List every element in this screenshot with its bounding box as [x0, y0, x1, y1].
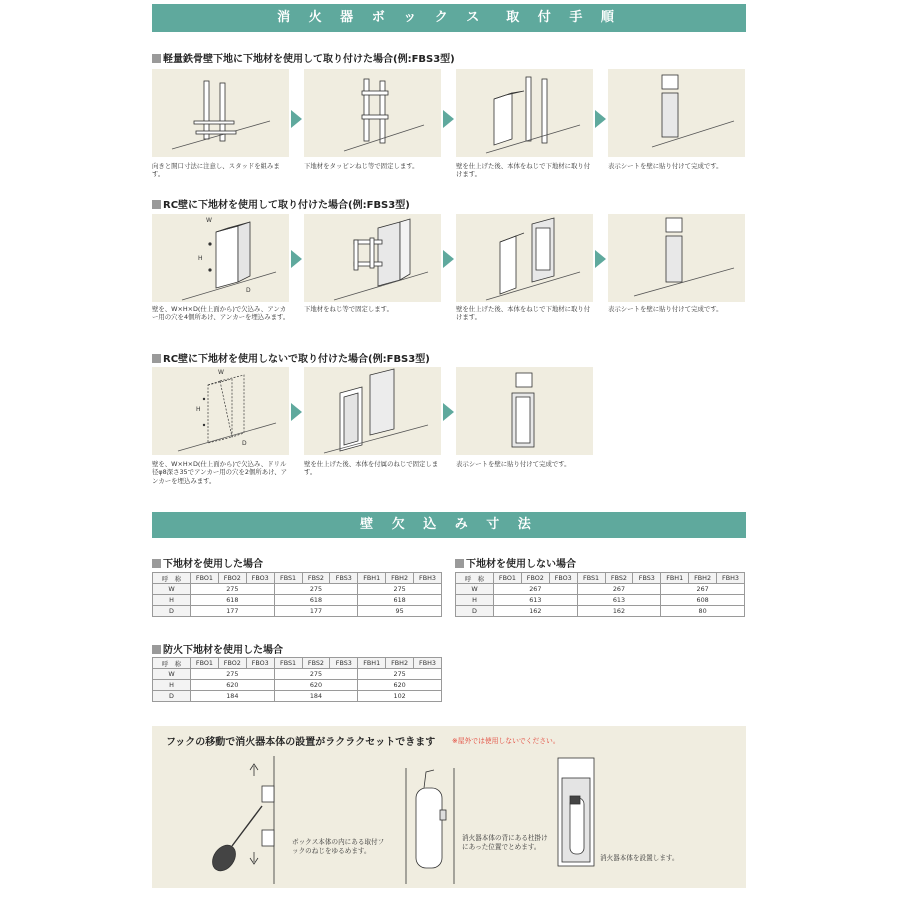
w-label: W: [206, 217, 212, 224]
h-label: H: [196, 406, 201, 413]
step-1-4-illustration: [608, 69, 745, 157]
step-caption: 下地材をねじ等で固定します。: [304, 305, 393, 313]
table-row: D 162 162 80: [456, 606, 745, 617]
table-header-row: 呼 称 FBO1 FBO2 FBO3 FBS1 FBS2 FBS3 FBH1 FBH2 FBH3: [456, 573, 745, 584]
hook-caption: ボックス本体の内にある取付フックのねじをゆるめます。: [292, 838, 385, 855]
step-arrow: [443, 250, 454, 268]
w-label: W: [218, 369, 224, 376]
step-2-2-illustration: [304, 214, 441, 302]
table-fireproof-title: 防火下地材を使用した場合: [152, 641, 283, 656]
step-2-4-illustration: [608, 214, 745, 302]
step-2-3-illustration: [456, 214, 593, 302]
step-caption: 表示シートを壁に貼り付けて完成です。: [608, 305, 723, 313]
step-1-3-illustration: [456, 69, 593, 157]
step-3-2-illustration: [304, 367, 441, 455]
step-caption: 壁を、W×H×D(仕上面から)で欠込み、アンカー用の穴を4個所あけ、アンカーを埋込みます。: [152, 305, 290, 322]
section-2-title: RC壁に下地材を使用して取り付けた場合(例:FBS3型): [152, 196, 410, 211]
table-row: W 275 275 275: [153, 584, 442, 595]
step-arrow: [291, 250, 302, 268]
hook-panel-title: フックの移動で消火器本体の設置がラクラクセットできます: [166, 737, 436, 748]
step-3-1-illustration: [152, 367, 289, 455]
hook-caption: 消火器本体の背にある杜掛けにあった位置でとめます。: [462, 834, 548, 851]
step-caption: 表示シートを壁に貼り付けて完成です。: [608, 162, 723, 170]
d-label: D: [246, 287, 251, 294]
outdoor-warning-note: ※屋外では使用しないでください。: [452, 737, 560, 745]
step-caption: 表示シートを壁に貼り付けて完成です。: [456, 460, 571, 468]
hook-caption: 消火器本体を設置します。: [600, 854, 679, 862]
step-caption: 壁を仕上げた後、本体を付属のねじで固定します。: [304, 460, 439, 477]
step-1-1-illustration: [152, 69, 289, 157]
step-arrow: [595, 250, 606, 268]
step-caption: 壁を、W×H×D(仕上面から)で欠込み、ドリル径φ8深さ35でアンカー用の穴を2個所あけ、アンカーを埋込みます。: [152, 460, 287, 485]
step-arrow: [443, 110, 454, 128]
table-without-base: [455, 572, 745, 617]
d-label: D: [242, 440, 247, 447]
step-arrow: [291, 403, 302, 421]
hook-screwdriver-illustration: [202, 756, 292, 884]
table-header-row: 呼 称 FBO1 FBO2 FBO3 FBS1 FBS2 FBS3 FBH1 FBH2 FBH3: [153, 658, 442, 669]
step-caption: 下地材をタッピンねじ等で固定します。: [304, 162, 419, 170]
table-with-base: [152, 572, 442, 617]
table-row: W 267 267 267: [456, 584, 745, 595]
step-3-3-illustration: [456, 367, 593, 455]
table-row: W 275 275 275: [153, 669, 442, 680]
section-3-title: RC壁に下地材を使用しないで取り付けた場合(例:FBS3型): [152, 350, 430, 365]
table-row: H 613 613 608: [456, 595, 745, 606]
step-arrow: [291, 110, 302, 128]
hook-info-panel: [152, 726, 746, 888]
table-header-row: 呼 称 FBO1 FBO2 FBO3 FBS1 FBS2 FBS3 FBH1 FBH2 FBH3: [153, 573, 442, 584]
table-fireproof: [152, 657, 442, 702]
table-row: H 618 618 618: [153, 595, 442, 606]
procedure-banner: 消 火 器 ボ ッ ク ス 取 付 手 順: [152, 4, 746, 32]
table-without-base-title: 下地材を使用しない場合: [455, 555, 576, 570]
h-label: H: [198, 255, 203, 262]
table-with-base-title: 下地材を使用した場合: [152, 555, 263, 570]
table-row: D 177 177 95: [153, 606, 442, 617]
table-row: D 184 184 102: [153, 691, 442, 702]
step-arrow: [595, 110, 606, 128]
dimensions-banner: 壁 欠 込 み 寸 法: [152, 512, 746, 538]
step-arrow: [443, 403, 454, 421]
step-caption: 壁を仕上げた後、本体をねじで下地材に取り付けます。: [456, 305, 591, 322]
extinguisher-back-illustration: [402, 758, 462, 884]
step-caption: 向きと開口寸法に注意し、スタッドを組みます。: [152, 162, 280, 179]
step-1-2-illustration: [304, 69, 441, 157]
extinguisher-installed-illustration: [554, 756, 598, 868]
step-caption: 壁を仕上げた後、本体をねじで下地材に取り付けます。: [456, 162, 591, 179]
section-1-title: 軽量鉄骨壁下地に下地材を使用して取り付けた場合(例:FBS3型): [152, 50, 455, 65]
table-row: H 620 620 620: [153, 680, 442, 691]
step-2-1-illustration: [152, 214, 289, 302]
